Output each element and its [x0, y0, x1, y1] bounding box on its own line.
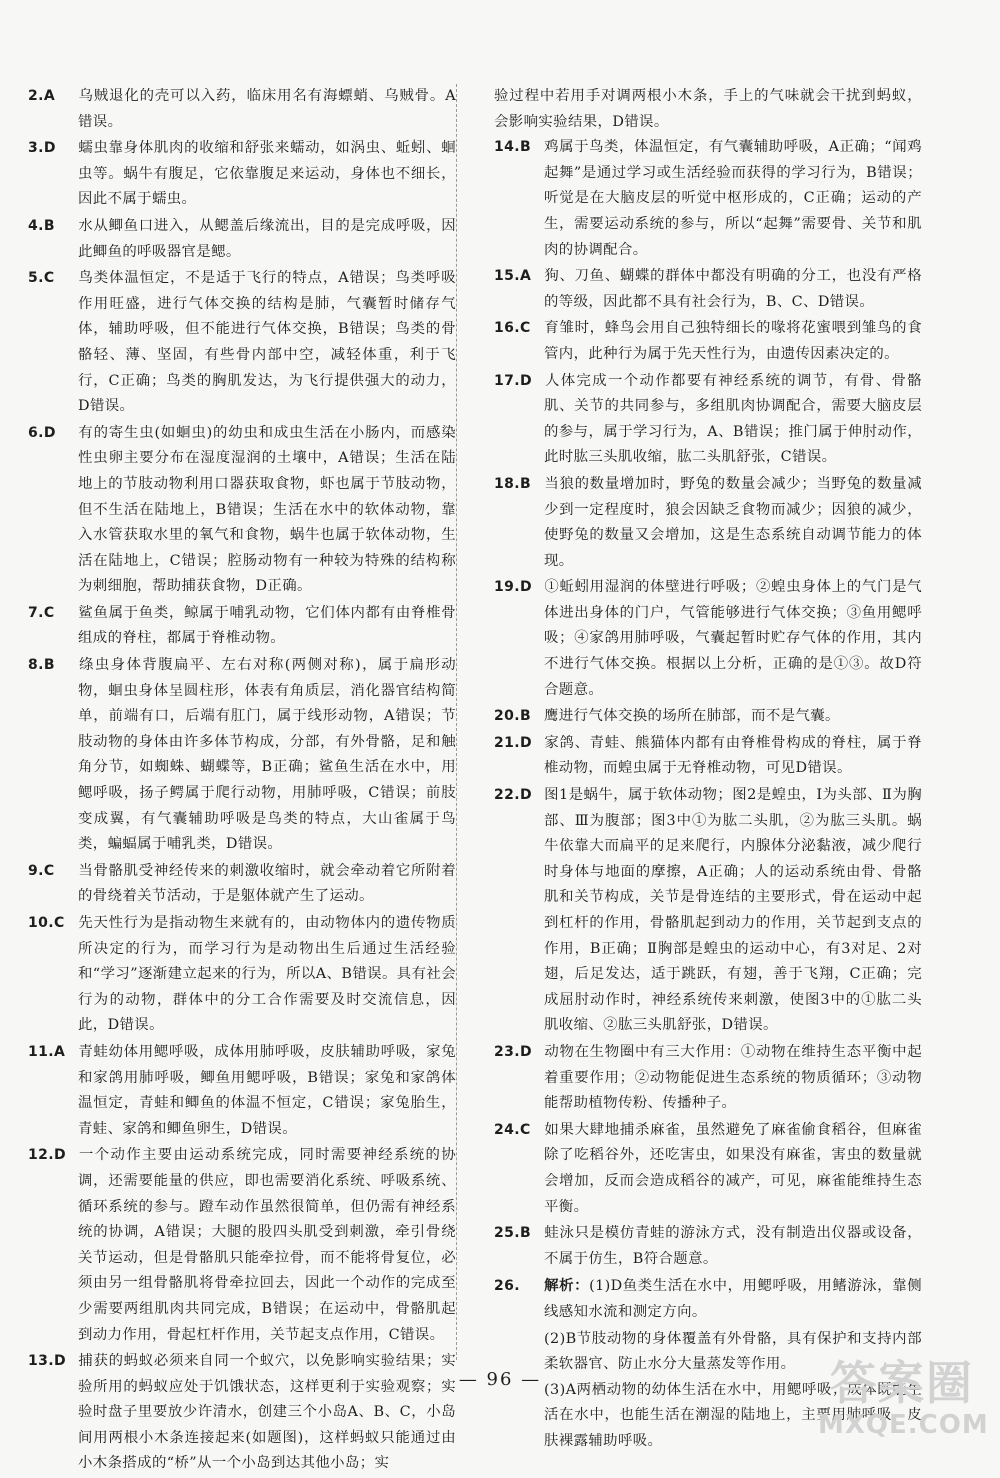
answer-number: 12.D: [28, 1147, 67, 1164]
answer-number: 25.B: [494, 1225, 532, 1242]
answer-explanation: 鸟类体温恒定，不是适于飞行的特点，A错误；鸟类呼吸作用旺盛，进行气体交换的结构是肺，气囊暂时储存气体，辅助呼吸，但不能进行气体交换，B错误；鸟类的骨骼轻、薄、坚固，有些骨内部中空，减轻体重，利于飞行，C正确；鸟类的胸肌发达，为飞行提供强大的动力，D错误。: [78, 270, 456, 415]
analysis-part: (2)B节肢动物的身体覆盖有外骨骼，具有保护和支持内部柔软器官、防止水分大量蒸发等作用。: [544, 1330, 922, 1373]
answer-item: [494, 472, 922, 574]
answer-explanation: 当狼的数量增加时，野兔的数量会减少；当野兔的数量减少到一定程度时，狼会因缺乏食物而减少；因狼的减少，使野兔的数量又会增加，这是生态系统自动调节能力的体现。: [544, 475, 922, 569]
answer-item: [494, 575, 922, 703]
answer-item-26: [494, 1273, 922, 1325]
answer-number: 5.C: [28, 270, 55, 287]
answer-explanation: 鸡属于鸟类，体温恒定，有气囊辅助呼吸，A正确；“闻鸡起舞”是通过学习或生活经验而获得的学习行为，B错误；听觉是在大脑皮层的听觉中枢形成的，C正确；运动的产生，需要运动系统的参与，所以“起舞”需要骨、关节和肌肉的协调配合。: [544, 139, 922, 258]
answer-explanation: ①蚯蚓用湿润的体壁进行呼吸；②蝗虫身体上的气门是气体进出身体的门户，气管能够进行气体交换；③鱼用鳃呼吸；④家鸽用肺呼吸，气囊起暂时贮存气体的作用，其内不进行气体交换。根据以上分析，正确的是①③。故D符合题意。: [544, 579, 922, 698]
answer-explanation: 水从鲫鱼口进入，从鳃盖后缘流出，目的是完成呼吸，因此鲫鱼的呼吸器官是鳃。: [78, 217, 456, 260]
answer-explanation: 捕获的蚂蚁必须来自同一个蚁穴，以免影响实验结果；实验所用的蚂蚁应处于饥饿状态，这样更利于实验观察；实验时盘子里要放少许清水，创建三个小岛A、B、C，小岛间用两根小木条连接起来(如题图)，这样蚂蚁只能通过由小木条搭成的“桥”从一个小岛到达其他小岛；实: [78, 1353, 456, 1472]
answer-number: 3.D: [28, 140, 56, 157]
answer-explanation: 当骨骼肌受神经传来的刺激收缩时，就会牵动着它所附着的骨绕着关节活动，于是躯体就产生了运动。: [78, 862, 456, 905]
answer-item: [494, 264, 922, 315]
answer-item: [494, 135, 922, 263]
column-divider: [456, 84, 457, 1360]
page-number: — 96 —: [458, 1369, 542, 1390]
answer-explanation: 一个动作主要由运动系统完成，同时需要神经系统的协调，还需要能量的供应，即也需要消化系统、呼吸系统、循环系统的参与。蹬车动作虽然很简单，但仍需有神经系统的协调，A错误；大腿的股四头肌受到刺激，牵引骨绕关节运动，但是骨骼肌只能牵拉骨，而不能将骨复位，必须由另一组骨骼肌将骨牵拉回去，因此一个动作的完成至少需要两组肌肉共同完成，B错误；在运动中，骨骼肌起到动力作用，骨起杠杆作用，关节起支点作用，C错误。: [78, 1147, 456, 1343]
analysis-part: (3)A两栖动物的幼体生活在水中，用鳃呼吸；成体既能生活在水中，也能生活在潮湿的陆地上，主要用肺呼吸，皮肤裸露辅助呼吸。: [544, 1381, 922, 1449]
answer-number: 9.C: [28, 862, 55, 879]
answer-number: 20.B: [494, 708, 532, 725]
analysis-part: (1)D鱼类生活在水中，用鳃呼吸，用鳍游泳，靠侧线感知水流和测定方向。: [544, 1278, 922, 1320]
answer-number: 16.C: [494, 320, 531, 337]
answer-item: [494, 369, 922, 471]
answer-explanation: 育雏时，蜂鸟会用自己独特细长的喙将花蜜喂到雏鸟的食管内，此种行为属于先天性行为，由遗传因素决定的。: [544, 320, 922, 362]
answer-number: 4.B: [28, 217, 55, 234]
answer-item: [494, 1221, 922, 1272]
answer-explanation: 蠕虫靠身体肌肉的收缩和舒张来蠕动，如涡虫、蚯蚓、蛔虫等。蜗牛有腹足，它依靠腹足来运动，身体也不细长，因此不属于蠕虫。: [78, 140, 456, 208]
left-column: [28, 84, 456, 1478]
answer-explanation: 图1是蜗牛，属于软体动物；图2是蝗虫，Ⅰ为头部、Ⅱ为胸部、Ⅲ为腹部；图3中①为肱二头肌，②为肱三头肌。蜗牛依靠大而扁平的足来爬行，内腺体分泌黏液，减少爬行时身体与地面的摩擦，A正确；人的运动系统由骨、骨骼肌和关节构成，关节是骨连结的主要形式，骨在运动中起到杠杆的作用，骨骼肌起到动力的作用，关节起到支点的作用，B正确；Ⅱ胸部是蝗虫的运动中心，有3对足、2对翅，后足发达，适于跳跃，有翅，善于飞翔，C正确；完成屈肘动作时，神经系统传来刺激，使图3中的①肱二头肌收缩、②肱三头肌舒张，D错误。: [544, 787, 922, 1034]
answer-number: 26.: [494, 1278, 521, 1295]
answer-item: [494, 1118, 922, 1220]
answer-number: 14.B: [494, 139, 532, 156]
answer-explanation: 青蛙幼体用鳃呼吸，成体用肺呼吸，皮肤辅助呼吸，家兔和家鸽用肺呼吸，鲫鱼用鳃呼吸，B错误；家兔和家鸽体温恒定，青蛙和鲫鱼的体温不恒定，C错误；家兔胎生，青蛙、家鸽和鲫鱼卵生，D错误。: [78, 1043, 456, 1137]
answer-item: [28, 84, 456, 135]
answer-number: 21.D: [494, 734, 533, 751]
answer-item: [494, 704, 922, 730]
answer-number: 8.B: [28, 657, 55, 674]
answer-item: [28, 859, 456, 910]
answer-item: [28, 136, 456, 213]
answer-number: 2.A: [28, 88, 56, 104]
answer-number: 19.D: [494, 579, 533, 596]
answer-item: [28, 911, 456, 1039]
answer-number: 23.D: [494, 1043, 533, 1060]
answer-number: 10.C: [28, 915, 65, 931]
watermark-url: MXQE.COM: [818, 1410, 989, 1440]
answer-item: [494, 316, 922, 367]
answer-item: [28, 266, 456, 420]
answer-item: [28, 214, 456, 265]
answer-number: 11.A: [28, 1043, 66, 1060]
answer-item: [28, 653, 456, 858]
continued-text: 验过程中若用手对调两根小木条，手上的气味就会干扰到蚂蚁，会影响实验结果，D错误。: [494, 88, 922, 130]
answer-number: 13.D: [28, 1353, 67, 1370]
answer-explanation: 有的寄生虫(如蛔虫)的幼虫和成虫生活在小肠内，而感染性虫卵主要分布在湿度湿润的土壤中，A错误；生活在陆地上的节肢动物利用口器获取食物，虾也属于节肢动物，但不生活在陆地上，B错误；生活在水中的软体动物，靠入水管获取水里的氧气和食物，蜗牛也属于软体动物，生活在陆地上，C错误；腔肠动物有一种较为特殊的结构称为刺细胞，帮助捕获食物，D正确。: [78, 424, 456, 595]
analysis-label: 解析：: [544, 1277, 590, 1295]
answer-explanation: 鲨鱼属于鱼类，鲸属于哺乳动物，它们体内都有由脊椎骨组成的脊柱，都属于脊椎动物。: [78, 604, 456, 647]
answer-explanation: 动物在生物圈中有三大作用：①动物在维持生态平衡中起着重要作用；②动物能促进生态系统的物质循环；③动物能帮助植物传粉、传播种子。: [544, 1043, 922, 1112]
answer-explanation: 绦虫身体背腹扁平、左右对称(两侧对称)，属于扁形动物，蛔虫身体呈圆柱形，体表有角质层，消化器官结构简单，前端有口，后端有肛门，属于线形动物，A错误；节肢动物的身体由许多体节构成，分部，有外骨骼，足和触角分节，如蜘蛛、蝴蝶等，B正确；鲨鱼生活在水中，用鳃呼吸，扬子鳄属于爬行动物，用肺呼吸，C错误；前肢变成翼，有气囊辅助呼吸是鸟类的特点，大山雀属于鸟类，蝙蝠属于哺乳类，D错误。: [78, 657, 456, 853]
answer-number: 22.D: [494, 787, 533, 804]
answer-explanation: 家鸽、青蛙、熊猫体内都有由脊椎骨构成的脊柱，属于脊椎动物，而蝗虫属于无脊椎动物，可见D错误。: [544, 734, 922, 777]
right-column: [494, 84, 922, 1454]
answer-item: [494, 731, 922, 782]
answer-explanation: 狗、刀鱼、蝴蝶的群体中都没有明确的分工，也没有严格的等级，因此都不具有社会行为，B、C、D错误。: [544, 268, 922, 310]
answer-explanation: 如果大肆地捕杀麻雀，虽然避免了麻雀偷食稻谷，但麻雀除了吃稻谷外，还吃害虫，如果没有麻雀，害虫的数量就会增加，反而会造成稻谷的减产，可见，麻雀能维持生态平衡。: [544, 1121, 922, 1215]
watermark-logo-text: 答案圈: [830, 1356, 974, 1410]
answer-explanation: 蛙泳只是模仿青蛙的游泳方式，没有制造出仪器或设备，不属于仿生，B符合题意。: [544, 1225, 922, 1267]
answer-explanation: 先天性行为是指动物生来就有的，由动物体内的遗传物质所决定的行为，而学习行为是动物出生后通过生活经验和“学习”逐渐建立起来的行为，所以A、B错误。具有社会行为的动物，群体中的分工合作需要及时交流信息，因此，D错误。: [78, 915, 456, 1034]
answer-number: 24.C: [494, 1121, 531, 1138]
answer-item: [28, 601, 456, 652]
answer-item: [28, 1040, 456, 1142]
answer-explanation: 人体完成一个动作都要有神经系统的调节，有骨、骨骼肌、关节的共同参与，多组肌肉协调配合，需要大脑皮层的参与，属于学习行为，A、B错误；推门属于伸肘动作，此时肱三头肌收缩，肱二头肌舒张，C错误。: [544, 372, 922, 466]
answer-number: 15.A: [494, 268, 532, 285]
answer-number: 7.C: [28, 604, 55, 621]
answer-number: 17.D: [494, 372, 533, 389]
answer-item: [494, 1040, 922, 1117]
answer-number: 6.D: [28, 424, 56, 441]
watermark: [818, 1356, 989, 1448]
answer-number: 18.B: [494, 475, 532, 492]
answer-item: [28, 421, 456, 600]
answer-explanation: 乌贼退化的壳可以入药，临床用名有海螵蛸、乌贼骨。A错误。: [78, 88, 456, 130]
answer-explanation: 鹰进行气体交换的场所在肺部，而不是气囊。: [544, 708, 840, 725]
answer-item: [494, 783, 922, 1039]
answer-item: [28, 1143, 456, 1348]
